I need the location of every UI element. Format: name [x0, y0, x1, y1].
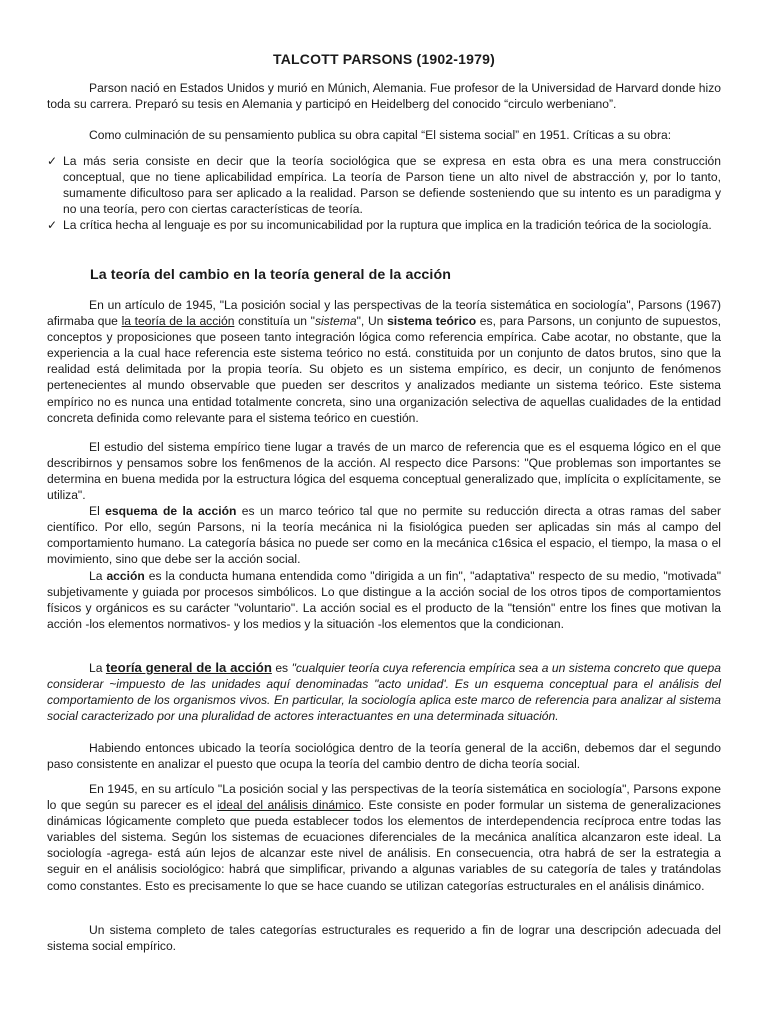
bold-underlined-term: teoría general de la acción	[105, 660, 272, 675]
paragraph-action-scheme: El esquema de la acción es un marco teórico tal que no permite su reducción directa a otras ramas del saber científico. Por ello, según Parsons, ni la teoría mecánica ni la fisiológica pueden ser aplicadas sin más al campo del comportamiento humano. La categoría básica no puede ser como en la mecánica c16sica el espacio, el tiempo, la masa o el movimiento, sino que debe ser la acción social.	[47, 504, 721, 567]
italic-term: sistema	[314, 314, 357, 329]
section-heading: La teoría del cambio en la teoría general de la acción	[90, 267, 452, 283]
underlined-term: ideal del análisis dinámico	[216, 798, 361, 813]
check-icon: ✓	[47, 154, 58, 168]
paragraph-dynamic-analysis: En 1945, en su artículo "La posición social y las perspectivas de la teoría sistemática en sociología", Parsons expone lo que según su parecer es el ideal del análisis dinámico. Este consiste en poder formular un sistema de generalizaciones dinámicas lógicamente completo que pueda establecer todos los elementos de interdependencia recíproca entre todas las variables del sistema. Según los sistemas de ecuaciones diferenciales de la mecánica analítica alcanzaron este ideal. La sociología -agrega- está aún lejos de alcanzar este nivel de análisis. En consecuencia, otra habrá de ser la estrategia a seguir en el análisis sociológico: habrá que simplificar, privando a algunas variables de su categoría de tales y tratándolas como constantes. Esto es precisamente lo que se hace cuando se utilizan categorías estructurales en el análisis dinámico.	[47, 782, 721, 893]
critique-text: La más seria consiste en decir que la teoría sociológica que se expresa en esta obra es una mera construcción conceptual, que no tiene aplicabilidad empírica. La teoría de Parson tiene un alto nivel de abstracción y, por lo tanto, sumamente dificultoso para ser aplicado a la realidad. Parson se defiende sosteniendo que su intento es un paradigma y no una teoría, pero con ciertas características de teoría.	[63, 154, 721, 217]
bold-term: acción	[106, 569, 145, 583]
critique-item	[47, 217, 721, 233]
critique-text: La crítica hecha al lenguaje es por su incomunicabilidad por la ruptura que implica en la tradición teórica de la sociología.	[63, 218, 712, 233]
paragraph-theory-of-action: En un artículo de 1945, "La posición social y las perspectivas de la teoría sistemática en sociología", Parsons (1967) afirmaba que la teoría de la acción constituía un "sistema", Un sistema teórico es, para Parsons, un conjunto de supuestos, conceptos y proposiciones que poseen tanto integración lógica como referencia empírica. Cabe acotar, no obstante, que la experiencia a la cual hace referencia este sistema teórico no está. constituida por un conjunto de datos brutos, sino que la realidad está delimitada por la propia teoría. Su objeto es un sistema empírico, es decir, un conjunto de fenómenos pertenecientes al mundo observable que pueden ser descritos y analizados mediante un sistema teórico. Este sistema empírico no es nunca una entidad totalmente concreta, sino una organización selectiva de aquellas cualidades de la entidad concreta definida como relevante para el sistema teórico en cuestión.	[47, 298, 721, 425]
paragraph-action: La acción es la conducta humana entendida como "dirigida a un fin", "adaptativa" respecto de su medio, "motivada" subjetivamente y guiada por procesos simbólicos. Lo que distingue a la acción social de los otros tipos de comportamientos físicos y orgánicos es su carácter "voluntario". La acción social es el producto de la "tensión" entre los fines que motivan la acción -los elementos normativos- y los medios y la situación -los elementos que la condicionan.	[47, 569, 721, 632]
critique-item	[47, 153, 721, 217]
bold-term: sistema teórico	[387, 314, 477, 329]
paragraph-main-work: Como culminación de su pensamiento publica su obra capital “El sistema social” en 1951. Críticas a su obra:	[89, 128, 672, 142]
paragraph-next-step: Habiendo entonces ubicado la teoría sociológica dentro de la teoría general de la acci6n, debemos dar el segundo paso consistente en analizar el puesto que ocupa la teoría del cambio dentro de dicha teoría social.	[47, 741, 721, 772]
critiques-list	[47, 153, 721, 233]
paragraph-empirical-system: El estudio del sistema empírico tiene lugar a través de un marco de referencia que es el esquema lógico en el que describirnos y pensamos sobre los fen6menos de la acción. Al respecto dice Parsons: "Que problemas son importantes se determina en buena medida por la estructura lógica del esquema conceptual generalizado que, implícita o explícitamente, se utiliza".	[47, 440, 721, 503]
paragraph-structural-categories: Un sistema completo de tales categorías estructurales es requerido a fin de lograr una descripción adecuada del sistema social empírico.	[47, 923, 721, 954]
bold-term: esquema de la acción	[105, 504, 237, 518]
paragraph-general-theory: La teoría general de la acción es "cualquier teoría cuya referencia empírica sea a un sistema concreto que quepa considerar ~impuesto de las unidades aquí denominadas "acto unidad'. Es un esquema conceptual para el análisis del comportamiento de los organismos vivos. En particular, la sociología aplica este marco de referencia para analizar al sistema social caracterizado por una pluralidad de actores interactuantes en una determinada situación.	[47, 660, 721, 724]
document-title: TALCOTT PARSONS (1902-1979)	[273, 51, 495, 67]
italic-quote: "cualquier teoría cuya referencia empírica sea a un sistema concreto que quepa considerar ~impuesto de las unidades aquí denominadas "acto unidad'. Es un esquema conceptual para el análisis del comportamiento de los organismos vivos. En particular, la sociología aplica este marco de referencia para analizar al sistema social caracterizado por una pluralidad de actores interactuantes en una determinada situación.	[47, 661, 721, 724]
paragraph-biography: Parson nació en Estados Unidos y murió en Múnich, Alemania. Fue profesor de la Universidad de Harvard donde hizo toda su carrera. Preparó su tesis en Alemania y participó en Heidelberg del conocido “circulo werbeniano”.	[47, 81, 721, 112]
check-icon: ✓	[47, 218, 58, 233]
underlined-term: la teoría de la acción	[121, 314, 235, 329]
